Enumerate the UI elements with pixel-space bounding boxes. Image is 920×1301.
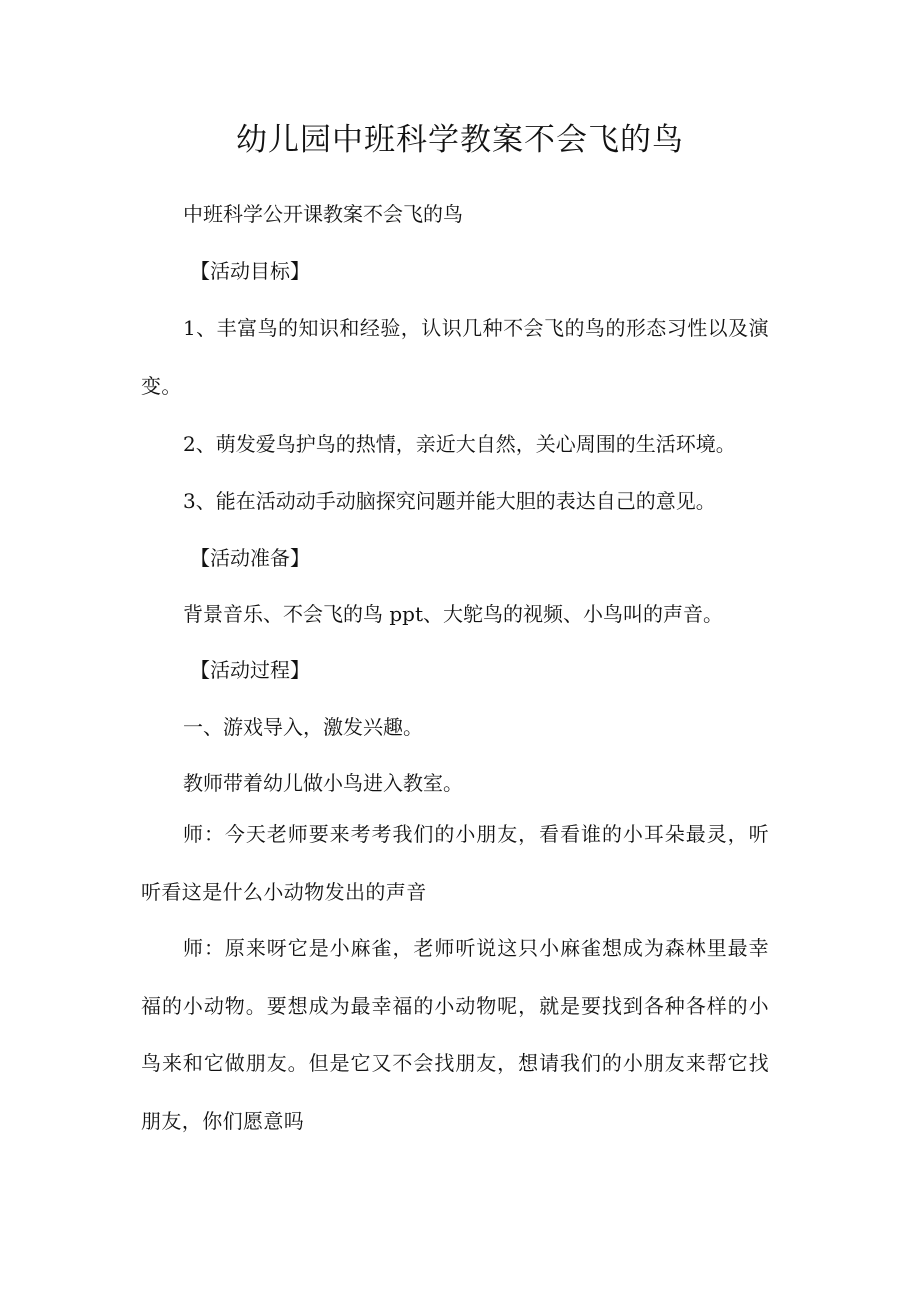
document-title: 幼儿园中班科学教案不会飞的鸟	[236, 122, 684, 158]
section-heading-process: 【活动过程】	[190, 658, 310, 682]
goal-item-1: 1、丰富鸟的知识和经验，认识几种不会飞的鸟的形态习性以及演变。	[141, 316, 769, 398]
section-heading-goals: 【活动目标】	[190, 259, 310, 283]
process-step-1: 一、游戏导入，激发兴趣。	[183, 715, 423, 739]
goal-item-3: 3、能在活动动手动脑探究问题并能大胆的表达自己的意见。	[183, 489, 716, 513]
teacher-line-2: 师：原来呀它是小麻雀，老师听说这只小麻雀想成为森林里最幸福的小动物。要想成为最幸福的小动物呢，就是要找到各种各样的小鸟来和它做朋友。但是它又不会找朋友，想请我们的小朋友来帮它找朋友，你们愿意吗	[141, 936, 769, 1133]
subtitle: 中班科学公开课教案不会飞的鸟	[183, 202, 463, 226]
section-heading-prep: 【活动准备】	[190, 546, 310, 570]
goal-item-2: 2、萌发爱鸟护鸟的热情，亲近大自然，关心周围的生活环境。	[183, 432, 736, 456]
teacher-line-1: 师：今天老师要来考考我们的小朋友，看看谁的小耳朵最灵，听听看这是什么小动物发出的声音	[141, 822, 769, 904]
prep-text: 背景音乐、不会飞的鸟 ppt、大鸵鸟的视频、小鸟叫的声音。	[183, 602, 723, 626]
process-step-1-text: 教师带着幼儿做小鸟进入教室。	[183, 771, 463, 795]
